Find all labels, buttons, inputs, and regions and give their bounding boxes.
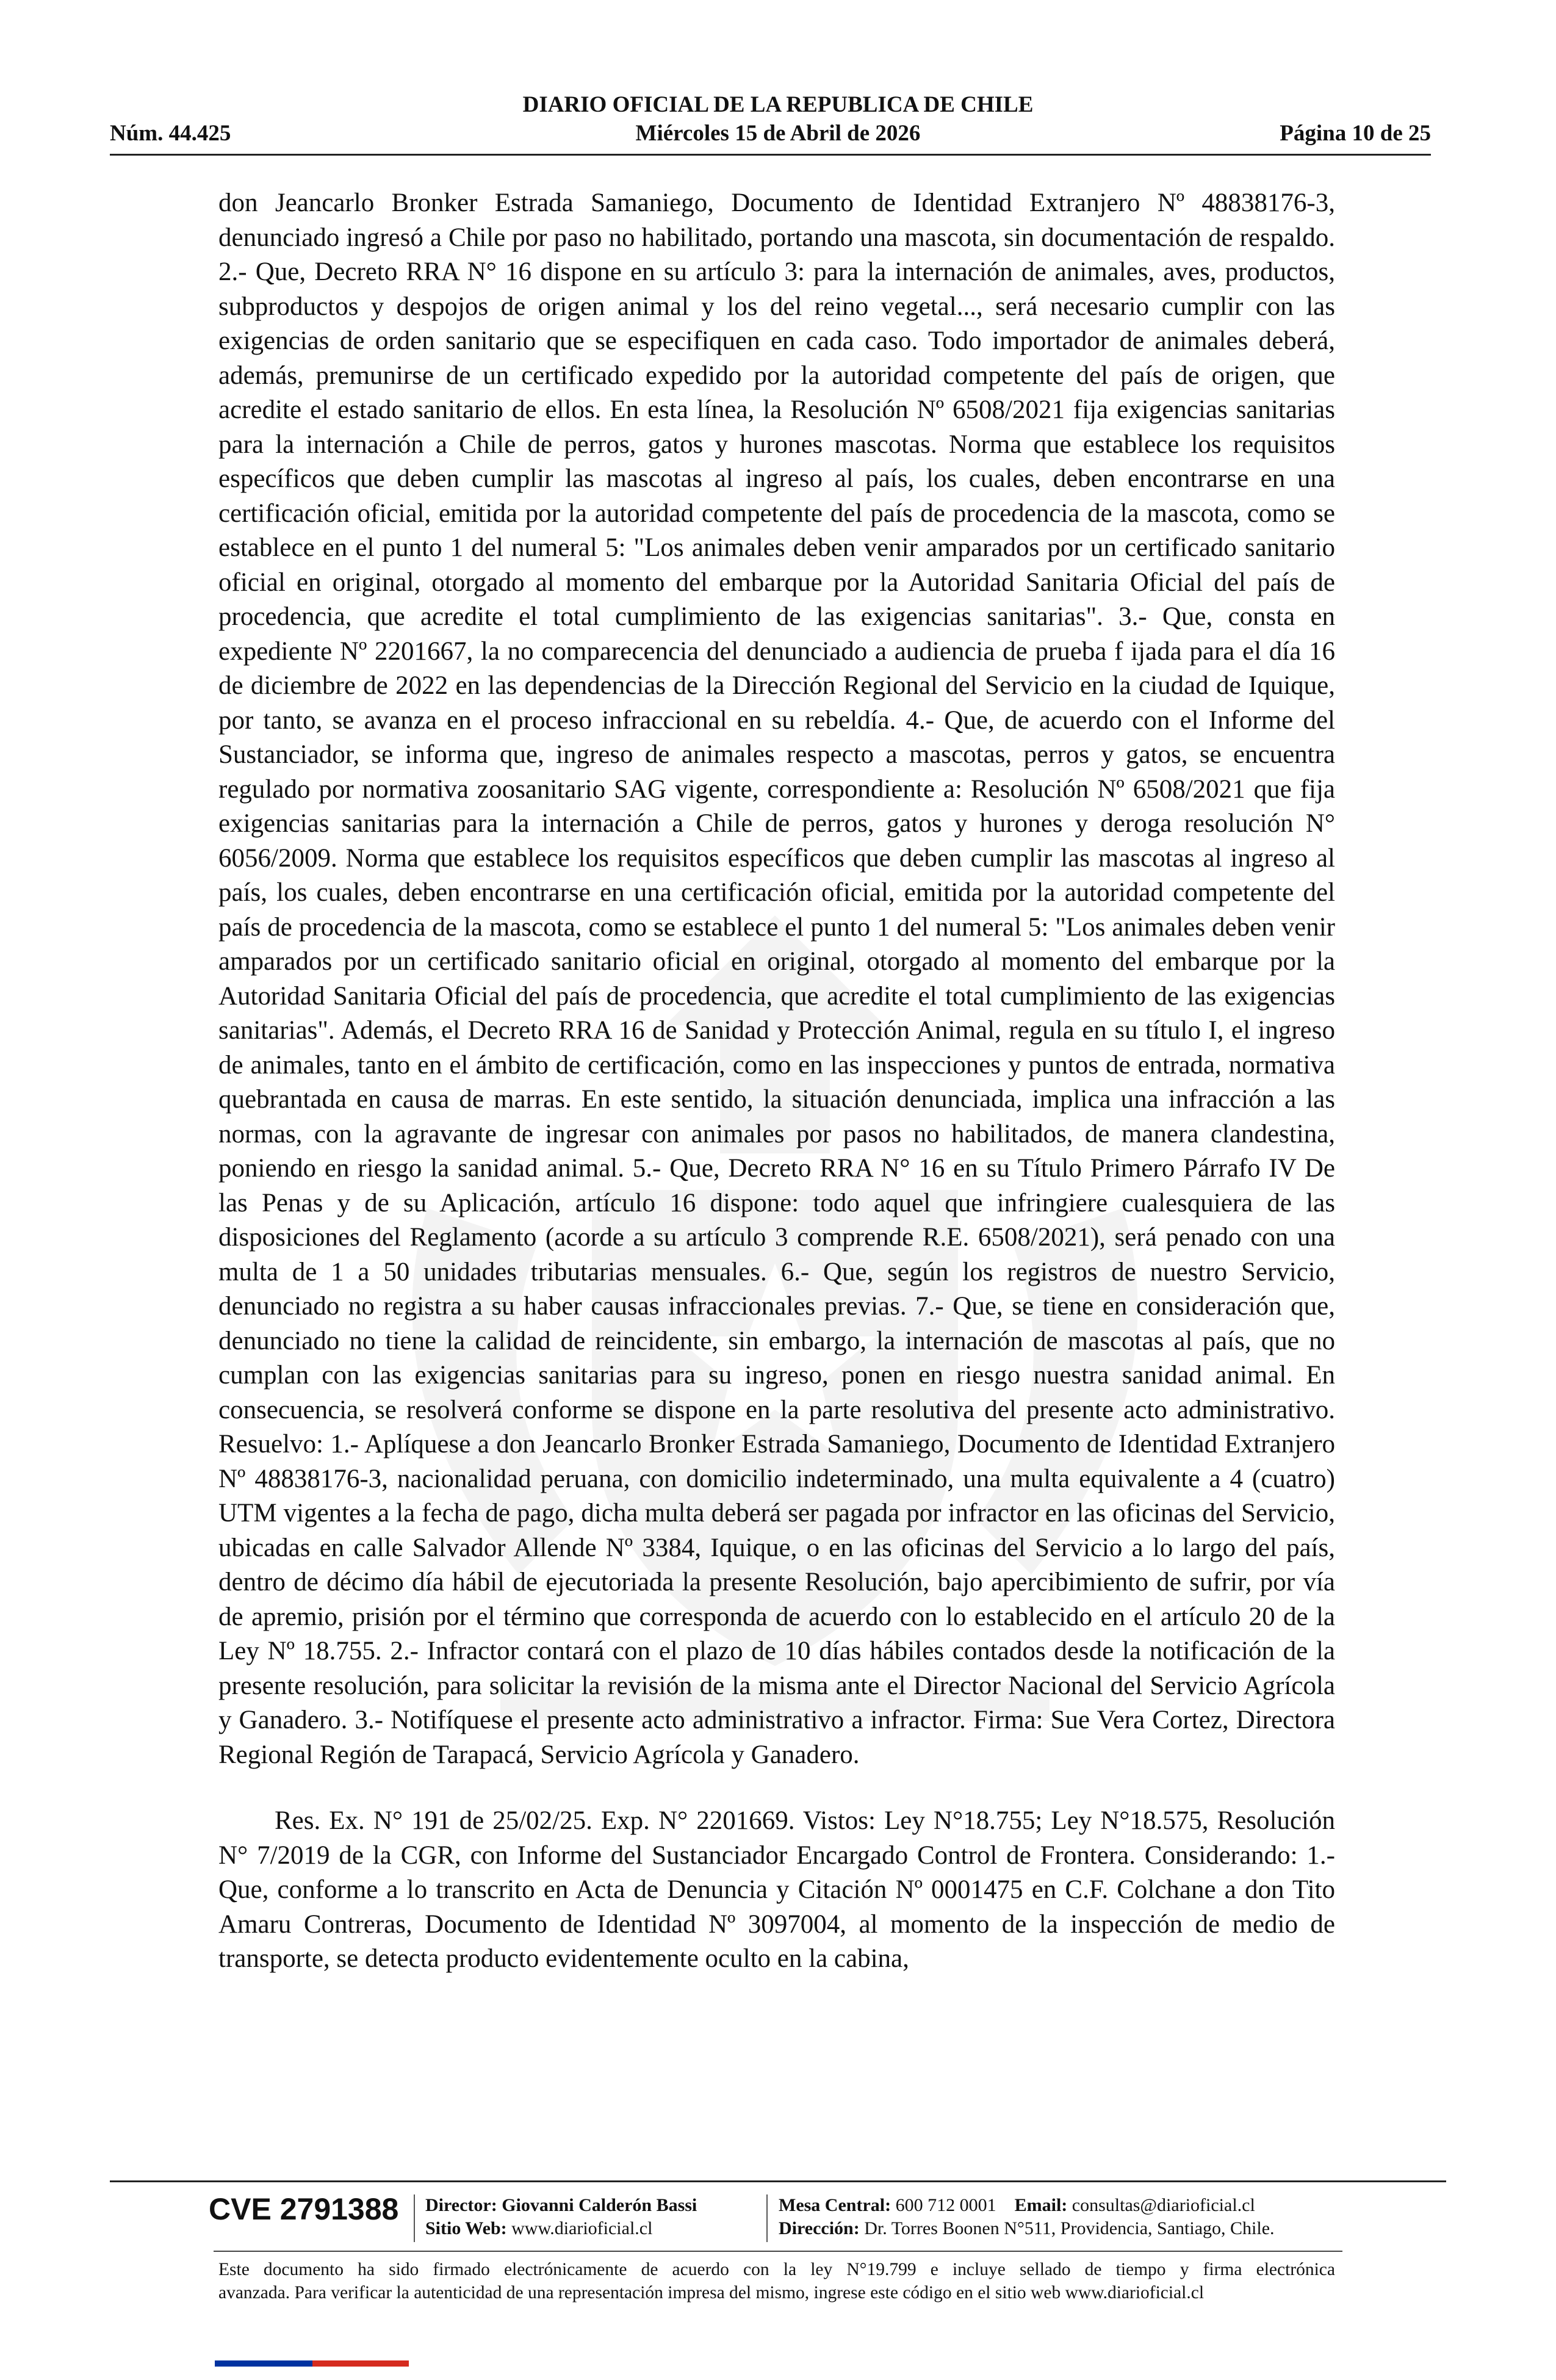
footer-divider xyxy=(110,2180,1446,2182)
footer-contact-block xyxy=(779,2194,1275,2240)
footer-separator xyxy=(414,2194,415,2242)
header-divider xyxy=(110,154,1431,156)
address-value: Dr. Torres Boonen N°511, Providencia, Santiago, Chile. xyxy=(864,2218,1275,2238)
footer-note-divider xyxy=(214,2251,1342,2252)
phone-label: Mesa Central: xyxy=(779,2195,891,2215)
body-paragraph: Res. Ex. N° 191 de 25/02/25. Exp. N° 2201669. Vistos: Ley N°18.755; Ley N°18.575, Resolución N° 7/2019 de la CGR, con Informe del Sustanciador Encargado Control de Frontera. Considerando: 1.- Que, conforme a lo transcrito en Acta de Denuncia y Citación Nº 0001475 en C.F. Colchane a don Tito Amaru Contreras, Documento de Identidad Nº 3097004, al momento de la inspección de medio de transporte, se detecta producto evidentemente oculto en la cabina, xyxy=(218,1806,1335,1973)
footer-separator xyxy=(766,2194,768,2242)
body-paragraph: don Jeancarlo Bronker Estrada Samaniego, Documento de Identidad Extranjero Nº 48838176-3, denunciado ingresó a Chile por paso no habilitado, portando una mascota, sin documentación de respaldo. 2.- Que, Decreto RRA N° 16 dispone en su artículo 3: para la internación de animales, aves, productos, subproductos y despojos de origen animal y los del reino vegetal..., será necesario cumplir con las exigencias de orden sanitario que se especifiquen en cada caso. Todo importador de animales deberá, además, premunirse de un certificado expedido por la autoridad competente del país de origen, que acredite el estado sanitario de ellos. En esta línea, la Resolución Nº 6508/2021 fija exigencias sanitarias para la internación a Chile de perros, gatos y hurones mascotas. Norma que establece los requisitos específicos que deben cumplir las mascotas al ingreso al país, los cuales, deben encontrarse en una certificación oficial, emitida por la autoridad competente del país de procedencia de la mascota, como se establece en el punto 1 del numeral 5: "Los animales deben venir amparados por un certificado sanitario oficial en original, otorgado al momento del embarque por la Autoridad Sanitaria Oficial del país de procedencia, que acredite el total cumplimiento de las exigencias sanitarias". 3.- Que, consta en expediente Nº 2201667, la no comparecencia del denunciado a audiencia de prueba f ijada para el día 16 de diciembre de 2022 en las dependencias de la Dirección Regional del Servicio en la ciudad de Iquique, por tanto, se avanza en el proceso infraccional en su rebeldía. 4.- Que, de acuerdo con el Informe del Sustanciador, se informa que, ingreso de animales respecto a mascotas, perros y gatos, se encuentra regulado por normativa zoosanitario SAG vigente, correspondiente a: Resolución Nº 6508/2021 que fija exigencias sanitarias para la internación a Chile de perros, gatos y hurones y deroga resolución N° 6056/2009. Norma que establece los requisitos específicos que deben cumplir las mascotas al ingreso al país, los cuales, deben encontrarse en una certificación oficial, emitida por la autoridad competente del país de procedencia de la mascota, como se establece el punto 1 del numeral 5: "Los animales deben venir amparados por un certificado sanitario oficial en original, otorgado al momento del embarque por la Autoridad Sanitaria Oficial del país de procedencia, que acredite el total cumplimiento de las exigencias sanitarias". Además, el Decreto RRA 16 de Sanidad y Protección Animal, regula en su título I, el ingreso de animales, tanto en el ámbito de certificación, como en las inspecciones y puntos de entrada, normativa quebrantada en causa de marras. En este sentido, la situación denunciada, implica una infracción a las normas, con la agravante de ingresar con animales por pasos no habilitados, de manera clandestina, poniendo en riesgo la sanidad animal. 5.- Que, Decreto RRA N° 16 en su Título Primero Párrafo IV De las Penas y de su Aplicación, artículo 16 dispone: todo aquel que infringiere cualesquiera de las disposiciones del Reglamento (acorde a su artículo 3 comprende R.E. 6508/2021), será penado con una multa de 1 a 50 unidades tributarias mensuales. 6.- Que, según los registros de nuestro Servicio, denunciado no registra a su haber causas infraccionales previas. 7.- Que, se tiene en consideración que, denunciado no tiene la calidad de reincidente, sin embargo, la internación de mascotas al país, que no cumplan con las exigencias sanitarias para su ingreso, ponen en riesgo nuestra sanidad animal. En consecuencia, se resolverá conforme se dispone en la parte resolutiva del presente acto administrativo. Resuelvo: 1.- Aplíquese a don Jeancarlo Bronker Estrada Samaniego, Documento de Identidad Extranjero Nº 48838176-3, nacionalidad peruana, con domicilio indeterminado, una multa equivalente a 4 (cuatro) UTM vigentes a la fecha de pago, dicha multa deberá ser pagada por infractor en las oficinas del Servicio, ubicadas en calle Salvador Allende Nº 3384, Iquique, o en las oficinas del Servicio a lo largo del país, dentro de décimo día hábil de ejecutoriada la presente Resolución, bajo apercibimiento de sufrir, por vía de apremio, prisión por el término que corresponda de acuerdo con lo establecido en el artículo 20 de la Ley Nº 18.755. 2.- Infractor contará con el plazo de 10 días hábiles contados desde la notificación de la presente resolución, para solicitar la revisión de la misma ante el Director Nacional del Servicio Agrícola y Ganadero. 3.- Notifíquese el presente acto administrativo a infractor. Firma: Sue Vera Cortez, Directora Regional Región de Tarapacá, Servicio Agrícola y Ganadero. xyxy=(218,189,1335,1769)
issue-date: Miércoles 15 de Abril de 2026 xyxy=(635,121,921,146)
signature-notice-line: Este documento ha sido firmado electrónicamente de acuerdo con la ley N°19.799 e incluye sellado de tiempo y firma electrónica xyxy=(218,2260,1335,2279)
footer-director-block xyxy=(425,2194,697,2240)
flag-stripe-blue xyxy=(215,2360,312,2367)
page-number: Página 10 de 25 xyxy=(1280,121,1431,146)
director-name: Giovanni Calderón Bassi xyxy=(502,2195,697,2215)
website-label: Sitio Web: xyxy=(425,2218,507,2238)
issue-number: Núm. 44.425 xyxy=(110,121,231,146)
gazette-title: DIARIO OFICIAL DE LA REPUBLICA DE CHILE xyxy=(522,92,1034,117)
website-link[interactable]: www.diarioficial.cl xyxy=(511,2218,653,2238)
director-label: Director: xyxy=(425,2195,497,2215)
phone-value: 600 712 0001 xyxy=(895,2195,996,2215)
email-label: Email: xyxy=(1014,2195,1068,2215)
signature-notice-line: avanzada. Para verificar la autenticidad de una representación impresa del mismo, ingrese este código en el sitio web www.diarioficial.cl xyxy=(218,2283,1205,2302)
document-body xyxy=(218,186,1335,1977)
signature-notice xyxy=(218,2258,1335,2304)
cve-code: CVE 2791388 xyxy=(209,2192,399,2226)
flag-stripe-red xyxy=(312,2360,409,2367)
address-label: Dirección: xyxy=(779,2218,860,2238)
email-link[interactable]: consultas@diarioficial.cl xyxy=(1072,2195,1255,2215)
